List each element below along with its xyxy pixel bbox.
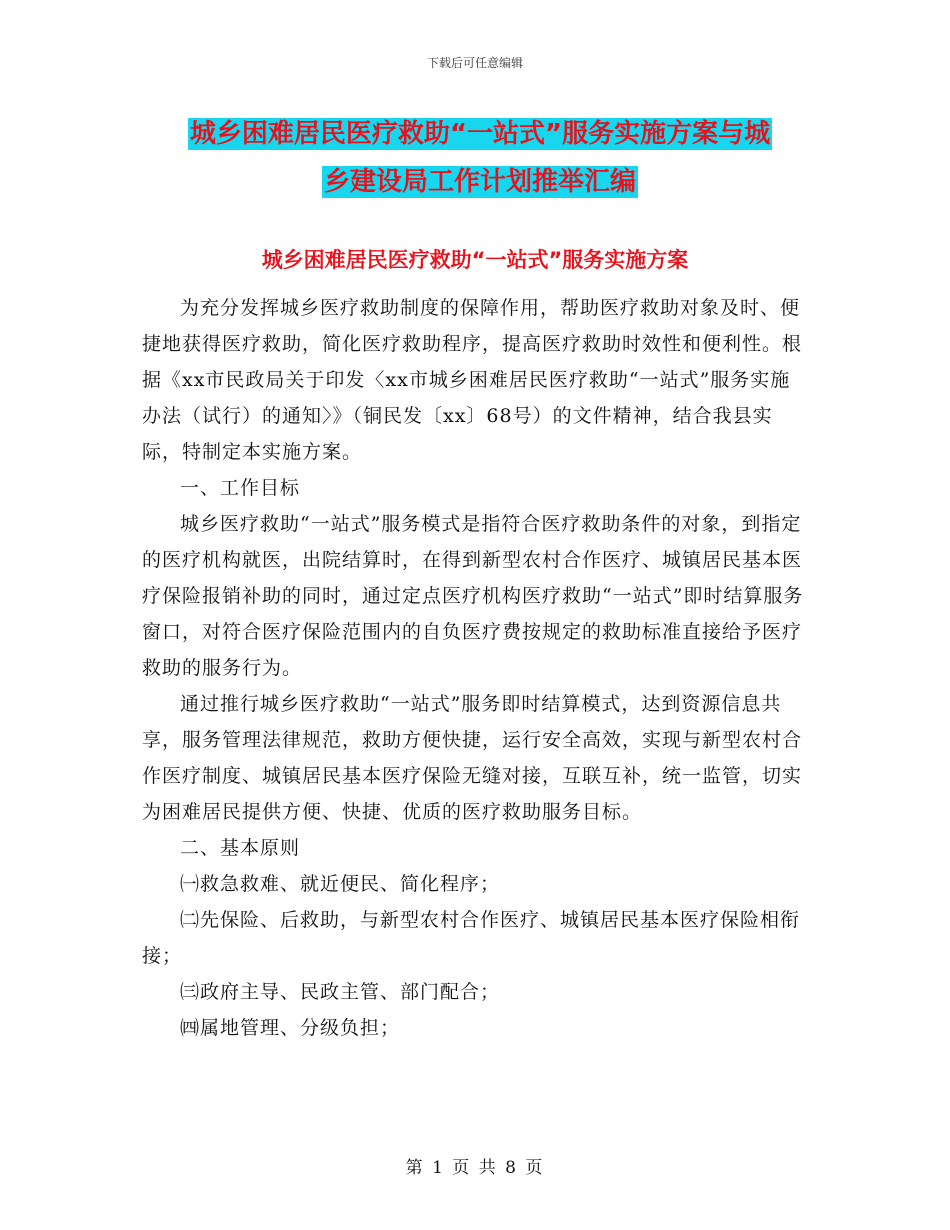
document-body bbox=[142, 290, 808, 1046]
goal-paragraph-2: 通过推行城乡医疗救助“一站式”服务即时结算模式，达到资源信息共享，服务管理法律规范，救助方便快捷，运行安全高效，实现与新型农村合作医疗制度、城镇居民基本医疗保险无缝对接，互联互补，统一监管，切实为困难居民提供方便、快捷、优质的医疗救助服务目标。 bbox=[142, 693, 803, 823]
title-line-1: 城乡困难居民医疗救助“一站式”服务实施方案与城 bbox=[189, 119, 771, 149]
principle-item-1: ㈠救急救难、就近便民、简化程序； bbox=[180, 873, 501, 895]
goal-paragraph-1: 城乡医疗救助“一站式”服务模式是指符合医疗救助条件的对象，到指定的医疗机构就医，出院结算时，在得到新型农村合作医疗、城镇居民基本医疗保险报销补助的同时，通过定点医疗机构医疗救助“一站式”即时结算服务窗口，对符合医疗保险范围内的自负医疗费按规定的救助标准直接给予医疗救助的服务行为。 bbox=[142, 513, 804, 679]
header-note: 下载后可任意编辑 bbox=[426, 56, 523, 70]
intro-paragraph: 为充分发挥城乡医疗救助制度的保障作用，帮助医疗救助对象及时、便捷地获得医疗救助，简化医疗救助程序，提高医疗救助时效性和便利性。根据《xx市民政局关于印发〈xx市城乡困难居民医疗救助“一站式”服务实施办法（试行）的通知〉》（铜民发〔xx〕68号）的文件精神，结合我县实际，特制定本实施方案。 bbox=[142, 297, 803, 463]
section-subtitle: 城乡困难居民医疗救助“一站式”服务实施方案 bbox=[261, 248, 689, 272]
document-title bbox=[140, 110, 820, 206]
heading-basic-principles: 二、基本原则 bbox=[180, 837, 301, 859]
principle-item-4: ㈣属地管理、分级负担； bbox=[180, 1017, 401, 1039]
page-footer: 第 1 页 共 8 页 bbox=[405, 1158, 545, 1178]
principle-item-3: ㈢政府主导、民政主管、部门配合； bbox=[180, 981, 501, 1003]
heading-work-goals: 一、工作目标 bbox=[180, 477, 301, 499]
principle-item-2: ㈡先保险、后救助，与新型农村合作医疗、城镇居民基本医疗保险相衔接； bbox=[142, 909, 801, 967]
title-line-2: 乡建设局工作计划推举汇编 bbox=[323, 167, 636, 197]
